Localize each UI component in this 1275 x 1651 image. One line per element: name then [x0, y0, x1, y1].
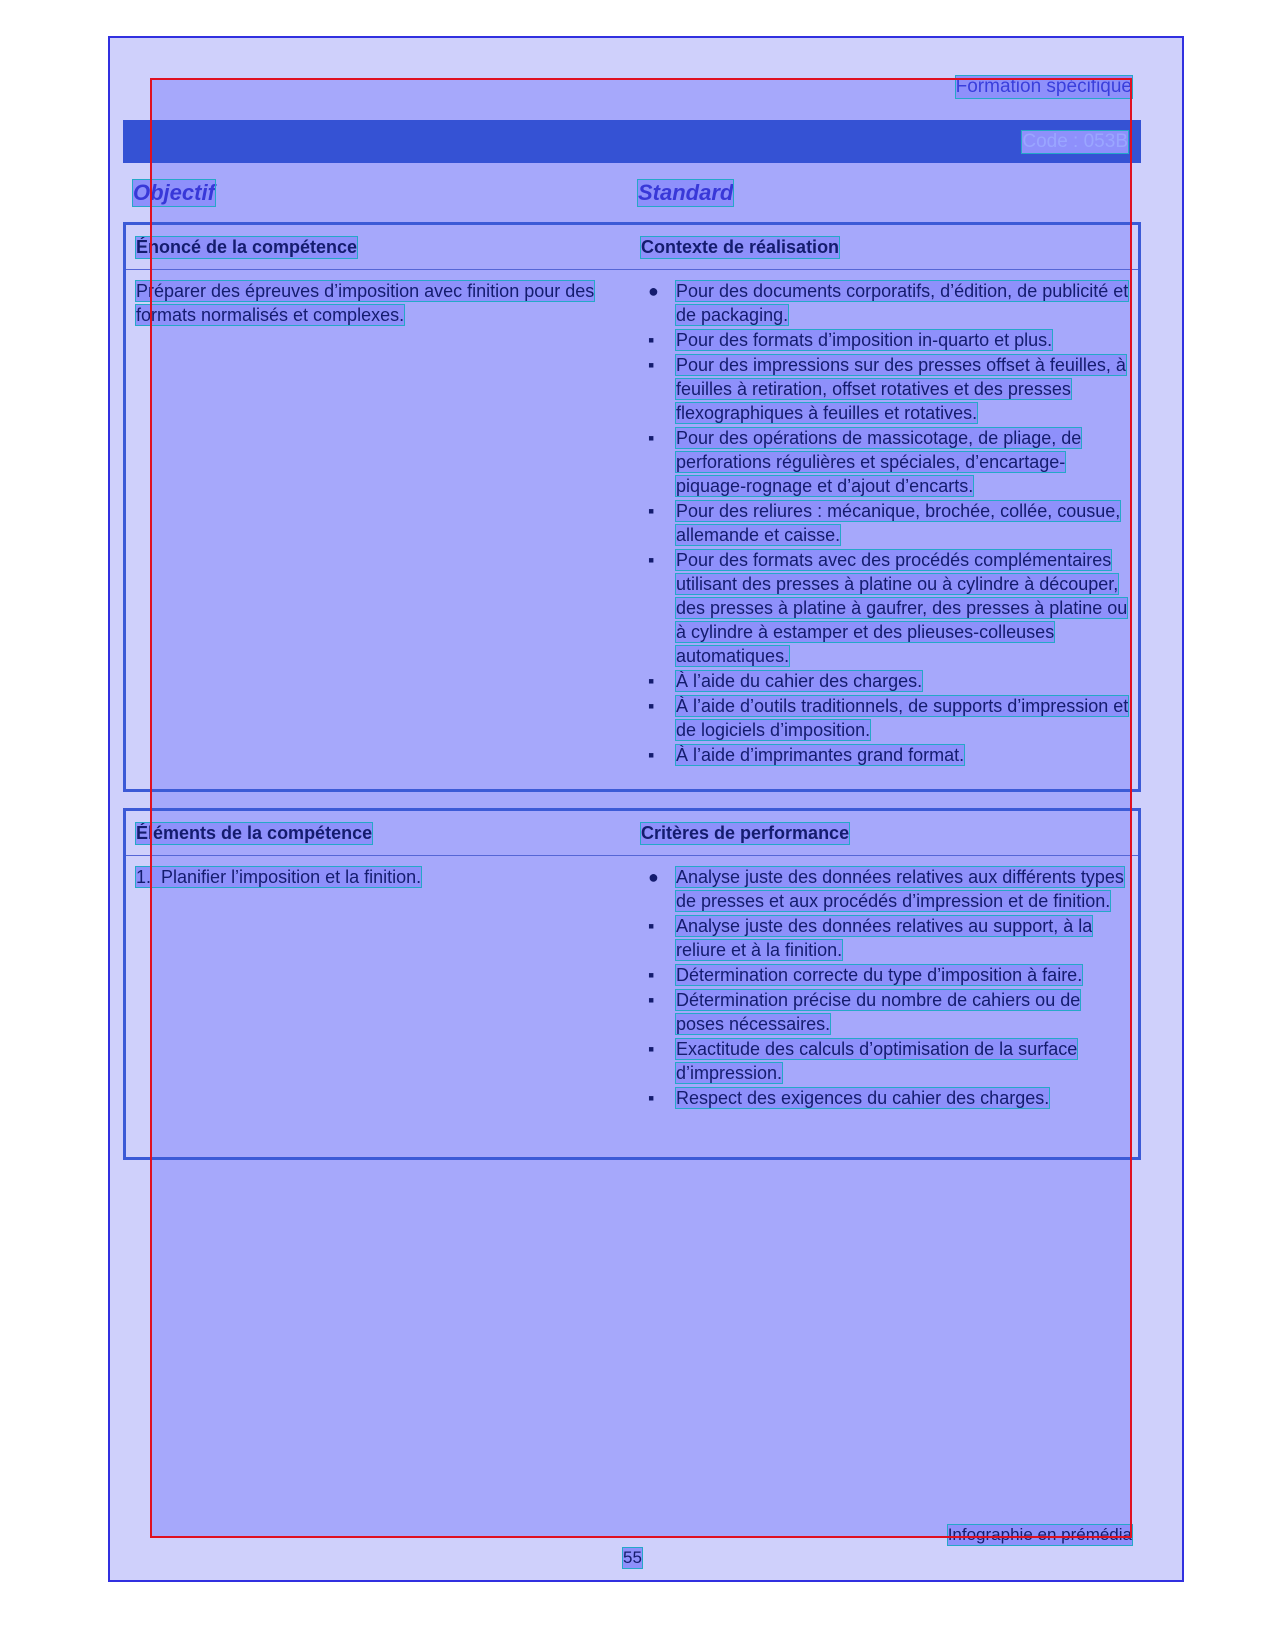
criteria-item: ▪ Détermination précise du nombre de cahiers ou de poses nécessaires. — [648, 990, 1081, 1034]
header-bar — [123, 120, 1141, 163]
standard-title: Standard — [638, 180, 734, 205]
bullet-icon: ▪ — [648, 1088, 655, 1108]
bullet-icon: ▪ — [648, 330, 655, 350]
element-item: 1. Planifier l’imposition et la finition. — [136, 867, 422, 887]
context-item: ▪ Pour des opérations de massicotage, de pliage, de perforations régulières et spéciales, d’encartage-piquage-rognage et d’ajout d’encarts. — [648, 428, 1082, 496]
bullet-icon: ▪ — [648, 501, 655, 521]
elements-table-header — [126, 811, 1138, 856]
criteria-item: ▪ Analyse juste des données relatives au support, à la reliure et à la finition. — [648, 916, 1093, 960]
context-list — [646, 279, 1131, 768]
bullet-icon: ▪ — [648, 965, 655, 985]
context-header: Contexte de réalisation — [641, 237, 840, 257]
criteria-item: ● Analyse juste des données relatives aux différents types de presses et aux procédés d’impression et de finition. — [648, 867, 1124, 911]
bullet-icon: ▪ — [648, 550, 655, 570]
criteria-list — [646, 865, 1131, 1111]
bullet-icon: ▪ — [648, 696, 655, 716]
criteria-header: Critères de performance — [641, 823, 850, 843]
course-code: Code : 053B — [1022, 131, 1128, 152]
criteria-item: ▪ Respect des exigences du cahier des charges. — [648, 1088, 1050, 1108]
bullet-icon: ▪ — [648, 671, 655, 691]
bullet-icon: ▪ — [648, 916, 655, 936]
bullet-icon: ▪ — [648, 990, 655, 1010]
elements-table — [123, 808, 1141, 1160]
context-item: ▪ Pour des formats d’imposition in-quarto et plus. — [648, 330, 1053, 350]
context-item: ● Pour des documents corporatifs, d’édition, de publicité et de packaging. — [648, 281, 1129, 325]
criteria-item: ▪ Exactitude des calculs d’optimisation de la surface d’impression. — [648, 1039, 1078, 1083]
competence-table — [123, 222, 1141, 792]
objective-title: Objectif — [133, 180, 215, 205]
competence-table-header — [126, 225, 1138, 270]
context-item: ▪ À l’aide d’imprimantes grand format. — [648, 745, 965, 765]
program-label: Formation spécifique — [955, 76, 1132, 97]
criteria-item: ▪ Détermination correcte du type d’imposition à faire. — [648, 965, 1083, 985]
bullet-icon: ▪ — [648, 428, 655, 448]
context-item: ▪ À l’aide du cahier des charges. — [648, 671, 923, 691]
elements-header: Éléments de la compétence — [136, 823, 373, 843]
bullet-icon: ● — [648, 281, 659, 301]
bullet-icon: ▪ — [648, 355, 655, 375]
context-item: ▪ Pour des reliures : mécanique, brochée, collée, cousue, allemande et caisse. — [648, 501, 1121, 545]
context-item: ▪ Pour des impressions sur des presses offset à feuilles, à feuilles à retiration, offset rotatives et des presses flexographiques à feuilles et rotatives. — [648, 355, 1126, 423]
statement-header: Énoncé de la compétence — [136, 237, 358, 257]
context-item: ▪ Pour des formats avec des procédés complémentaires utilisant des presses à platine ou à cylindre à découper, des presses à platine à gaufrer, des presses à platine ou à cylindre à estamper et des plieuses-colleuses automatiques. — [648, 550, 1128, 666]
bullet-icon: ▪ — [648, 1039, 655, 1059]
footer-program-name: Infographie en prémédia — [947, 1525, 1132, 1544]
context-item: ▪ À l’aide d’outils traditionnels, de supports d’impression et de logiciels d’imposition. — [648, 696, 1129, 740]
bullet-icon: ▪ — [648, 745, 655, 765]
page-number: 55 — [623, 1548, 642, 1567]
bullet-icon: ● — [648, 867, 659, 887]
competence-statement: Préparer des épreuves d’imposition avec finition pour des formats normalisés et complexes. — [136, 281, 595, 325]
